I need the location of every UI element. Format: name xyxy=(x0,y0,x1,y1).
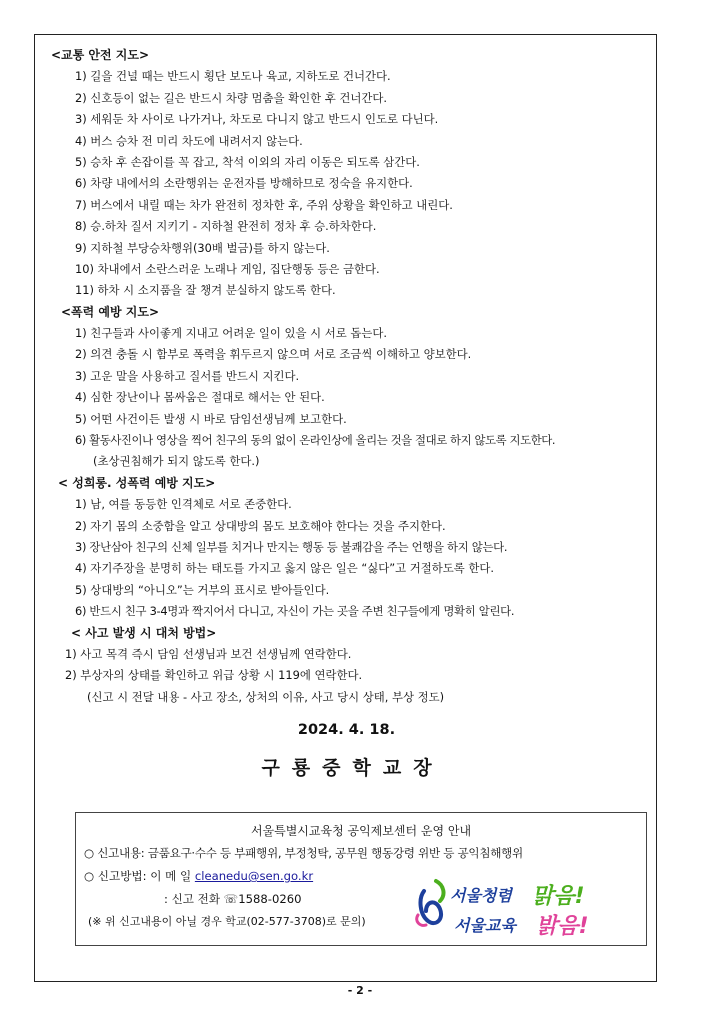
list-item: 1) 길을 건널 때는 반드시 횡단 보도나 육교, 지하도로 건너간다. xyxy=(75,69,391,84)
list-item: 5) 어떤 사건이든 발생 시 바로 담임선생님께 보고한다. xyxy=(75,411,347,426)
list-item: 3) 세워둔 차 사이로 나가거나, 차도로 다니지 않고 반드시 인도로 다닌다. xyxy=(75,112,439,127)
page-frame xyxy=(34,34,657,982)
whistleblower-notice-box xyxy=(75,812,647,946)
section-title-harassment: < 성희롱. 성폭력 예방 지도> xyxy=(58,475,216,490)
school-principal-title: 구룡중학교장 xyxy=(261,757,444,780)
list-item: 10) 차내에서 소란스러운 노래나 게임, 집단행동 등은 금한다. xyxy=(75,261,380,276)
list-item: 1) 남, 여를 동등한 인격체로 서로 존중한다. xyxy=(75,497,292,512)
list-item: 5) 승차 후 손잡이를 꼭 잡고, 착석 이외의 자리 이동은 되도록 삼간다. xyxy=(75,154,420,169)
list-item: 6) 반드시 친구 3-4명과 짝지어서 다니고, 자신이 가는 곳을 주변 친구들에게 명확히 알린다. xyxy=(75,604,515,619)
list-item-continuation: (초상권침해가 되지 않도록 한다.) xyxy=(93,454,260,469)
page-number: - 2 - xyxy=(347,984,373,997)
list-item: 2) 자기 몸의 소중함을 알고 상대방의 몸도 보호해야 한다는 것을 주지한다. xyxy=(75,518,446,533)
list-item: 2) 신호등이 없는 길은 반드시 차량 멈춤을 확인한 후 건너간다. xyxy=(75,90,387,105)
list-item: 8) 승.하차 질서 지키기 - 지하철 완전히 정차 후 승.하차한다. xyxy=(75,219,377,234)
list-item: 6) 활동사진이나 영상을 찍어 친구의 동의 없이 온라인상에 올리는 것을 절대로 하지 않도록 지도한다. xyxy=(75,433,556,448)
notice-report-method-label: ○ 신고방법: 이 메 일 xyxy=(84,869,192,883)
section-title-accident: < 사고 발생 시 대처 방법> xyxy=(71,625,217,640)
list-item: 4) 심한 장난이나 몸싸움은 절대로 해서는 안 된다. xyxy=(75,390,325,405)
list-item: 2) 부상자의 상태를 확인하고 위급 상황 시 119에 연락한다. xyxy=(65,668,363,683)
notice-report-content: ○ 신고내용: 금품요구·수수 등 부패행위, 부정청탁, 공무원 행동강령 위반 등 공익침해행위 xyxy=(84,846,523,860)
notice-title: 서울특별시교육청 공익제보센터 운영 안내 xyxy=(250,824,472,838)
slogan-logo-icon xyxy=(414,871,630,941)
list-item: 5) 상대방의 “아니오”는 거부의 표시로 받아들인다. xyxy=(75,582,330,597)
slogan-line2-b: 밝음! xyxy=(536,914,589,939)
notice-footnote: (※ 위 신고내용이 아닐 경우 학교(02-577-3708)로 문의) xyxy=(88,915,366,928)
slogan-line1-a: 서울청렴 xyxy=(450,886,512,905)
slogan-line2-a: 서울교육 xyxy=(454,916,516,935)
list-item: 1) 친구들과 사이좋게 지내고 어려운 일이 있을 시 서로 돕는다. xyxy=(75,326,387,341)
list-item: 3) 장난삼아 친구의 신체 일부를 치거나 만지는 행동 등 불쾌감을 주는 언행을 하지 않는다. xyxy=(75,539,508,554)
list-item: 11) 하차 시 소지품을 잘 챙겨 분실하지 않도록 한다. xyxy=(75,283,336,298)
list-item: 2) 의견 충돌 시 함부로 폭력을 휘두르지 않으며 서로 조금씩 이해하고 양보한다. xyxy=(75,347,472,362)
section-title-traffic: <교통 안전 지도> xyxy=(51,48,150,62)
list-item: 4) 자기주장을 분명히 하는 태도를 가지고 옳지 않은 일은 “싫다”고 거절하도록 한다. xyxy=(75,561,495,576)
list-item: 7) 버스에서 내릴 때는 차가 완전히 정차한 후, 주위 상황을 확인하고 내린다. xyxy=(75,197,453,212)
document-date: 2024. 4. 18. xyxy=(297,722,396,739)
list-item: 9) 지하철 부당승차행위(30배 벌금)를 하지 않는다. xyxy=(75,240,330,255)
list-item-continuation: (신고 시 전달 내용 - 사고 장소, 상처의 이유, 사고 당시 상태, 부상 정도) xyxy=(87,689,445,704)
content-body xyxy=(35,35,656,781)
list-item: 1) 사고 목격 즉시 담임 선생님과 보건 선생님께 연락한다. xyxy=(65,646,352,661)
list-item: 6) 차량 내에서의 소란행위는 운전자를 방해하므로 정숙을 유지한다. xyxy=(75,176,413,191)
notice-phone: : 신고 전화 ☏1588-0260 xyxy=(164,892,302,906)
list-item: 4) 버스 승차 전 미리 차도에 내려서지 않는다. xyxy=(75,133,303,148)
section-title-violence: <폭력 예방 지도> xyxy=(61,304,160,319)
list-item: 3) 고운 말을 사용하고 질서를 반드시 지킨다. xyxy=(75,368,300,383)
seoul-education-slogan-logo xyxy=(414,871,630,941)
email-link[interactable]: cleanedu@sen.go.kr xyxy=(194,869,314,883)
slogan-line1-b: 맑음! xyxy=(532,884,585,909)
notice-report-method xyxy=(84,867,313,885)
